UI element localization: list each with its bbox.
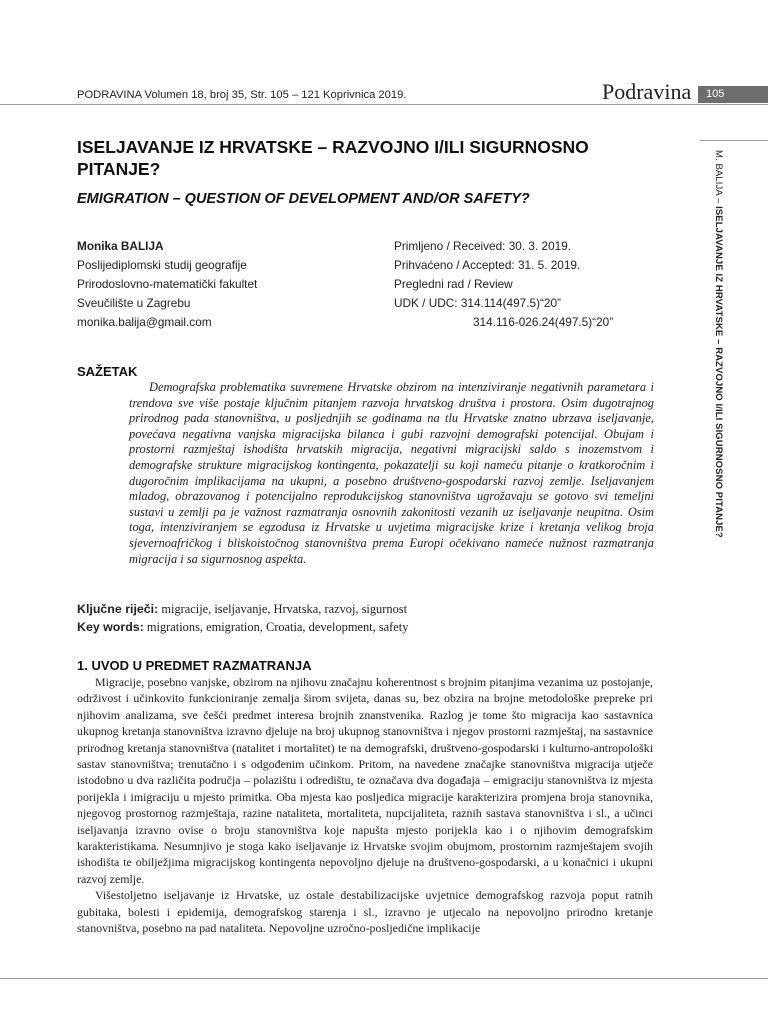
keywords-hr-values: migracije, iseljavanje, Hrvatska, razvoj, sigurnost: [158, 602, 408, 616]
author-affiliation-1: Poslijediplomski studij geografije: [77, 258, 247, 272]
keywords-en-values: migrations, emigration, Croatia, development, safety: [143, 620, 409, 634]
page-number-badge: 105: [698, 86, 768, 103]
publication-meta: [394, 237, 613, 332]
author-affiliation-3: Sveučilište u Zagrebu: [77, 296, 191, 310]
side-title: ISELJAVANJE IZ HRVATSKE – RAZVOJNO I/ILI SIGURNOSNO PITANJE?: [713, 206, 724, 538]
side-running-title: [713, 150, 724, 538]
author-email[interactable]: monika.balija@gmail.com: [77, 315, 212, 329]
author-block: [77, 237, 257, 332]
section-body: [77, 674, 653, 937]
side-author: M. BALIJA –: [713, 150, 724, 207]
journal-name: Podravina: [602, 79, 692, 104]
author-affiliation-2: Prirodoslovno-matematički fakultet: [77, 277, 258, 291]
paragraph-1: Migracije, posebno vanjske, obzirom na njihovu značajnu koherentnost s brojnim pitanjima vezanima uz postojanje, održivost i učinkovito funkcioniranje zemalja širom svijeta, danas su, bez obzira na brojne metodološke prepreke pri njihovim analizama, sve češći predmet interesa brojnih znanstvenika. Razlog je tome što migracija kao sastavnica ukupnog kretanja stanovništva izravno djeluje na broj ukupnog stanovništva i njegov prostorni razmještaj, na sastavnice prirodnog kretanja stanovništva (natalitet i mortalitet) te na demografski, društveno-gospodarski i kulturno-antropološki sastav stanovništva; trenutačno i s odgođenim učinkom. Pritom, na navedene značajke stanovništva migracija utječe istodobno u dva različita područja – polazištu i odredištu, te označava dva događaja – emigraciju stanovništva iz mjesta porijekla i imigraciju u mjesto primitka. Oba mjesta kao posljedica migracije karakterizira promjena broja stanovnika, njegovog prostornog razmještaja, razine nataliteta, mortaliteta, nupcijaliteta, raznih sastava stanovništva i sl., a učinci iseljavanja izravno ovise o broju stanovništva koje napušta mjesto porijekla kao i o njihovim demografskim karakteristikama. Nesumnjivo je stoga kako iseljavanje iz Hrvatske svojim obujmom, prostornim razmještajem svojih ishodišta te obilježjima migracijskog kontingenta nepovoljno djeluje na društveno-gospodarski, a u konačnici i ukupni razvoj zemlje.: [77, 675, 653, 886]
footer-divider: [0, 978, 768, 979]
running-head: PODRAVINA Volumen 18, broj 35, Str. 105 – 121 Koprivnica 2019.: [77, 89, 407, 101]
received-date: Primljeno / Received: 30. 3. 2019.: [394, 239, 572, 253]
keywords-en-label: Key words:: [77, 620, 144, 634]
abstract-heading: SAŽETAK: [77, 364, 138, 379]
udk-code-1: UDK / UDC: 314.114(497.5)“20”: [394, 296, 561, 310]
article-type: Pregledni rad / Review: [394, 277, 513, 291]
abstract-text: Demografska problematika suvremene Hrvatske obzirom na intenziviranje negativnih parametara i trendova sve više postaje ključnim pitanjem razvoja hrvatskog društva i prostora. Osim dugotrajnog prirodnog pada stanovništva, u posljednjih se godinama na tlu Hrvatske znatno ubrzava iseljavanje, povećava negativna vanjska migracijska bilanca i gubi razvojni demografski potencijal. Obujam i prostorni razmještaj ishodišta hrvatskih migracija, negativni migracijski saldo s inozemstvom i demografske strukture migracijskog kontingenta, pokazatelji su koji nameću pitanje o kratkoročnim i dugoročnim implikacijama na ukupni, a posebno društveno-gospodarski razvoj zemlje. Iseljavanjem mladog, obrazovanog i potencijalno reprodukcijskog stanovništva ugrožavaju se gotovo svi temeljni sustavi u zemlji pa je važnost razmatranja osnovnih zakonitosti vezanih uz iseljavanje neupitna. Osim toga, intenziviranjem se egzodusa iz Hrvatske u uvjetima migracijske krize i kretanja velikog broja sjevernoafričkog i bliskoistočnog stanovništva prema Europi očekivano nameće nužnost razmatranja migracija i sa sigurnosnog aspekta.: [129, 380, 654, 566]
header-divider: [0, 104, 768, 105]
keywords-block: [77, 600, 408, 636]
udk-code-2: 314.116-026.24(497.5)“20”: [473, 315, 614, 329]
article-subtitle: EMIGRATION – QUESTION OF DEVELOPMENT AND/OR SAFETY?: [77, 191, 530, 207]
keywords-en: [77, 618, 408, 636]
keywords-hr: [77, 600, 408, 618]
author-name: Monika BALIJA: [77, 239, 164, 253]
paragraph-2: Višestoljetno iseljavanje iz Hrvatske, uz ostale destabilizacijske uvjetnice demografskog razvoja poput ratnih gubitaka, bolesti i epidemija, demografskog starenja i sl., izravno je utjecalo na nepovoljno prirodno kretanje stanovništva, posebno na pad nataliteta. Nepovoljne uzročno-posljedične implikacije: [77, 888, 653, 936]
keywords-hr-label: Ključne riječi:: [77, 602, 159, 616]
accepted-date: Prihvaćeno / Accepted: 31. 5. 2019.: [394, 258, 581, 272]
section-heading: 1. UVOD U PREDMET RAZMATRANJA: [77, 658, 312, 673]
side-tab-divider: [700, 140, 768, 141]
article-title: ISELJAVANJE IZ HRVATSKE – RAZVOJNO I/ILI SIGURNOSNO PITANJE?: [77, 137, 589, 179]
